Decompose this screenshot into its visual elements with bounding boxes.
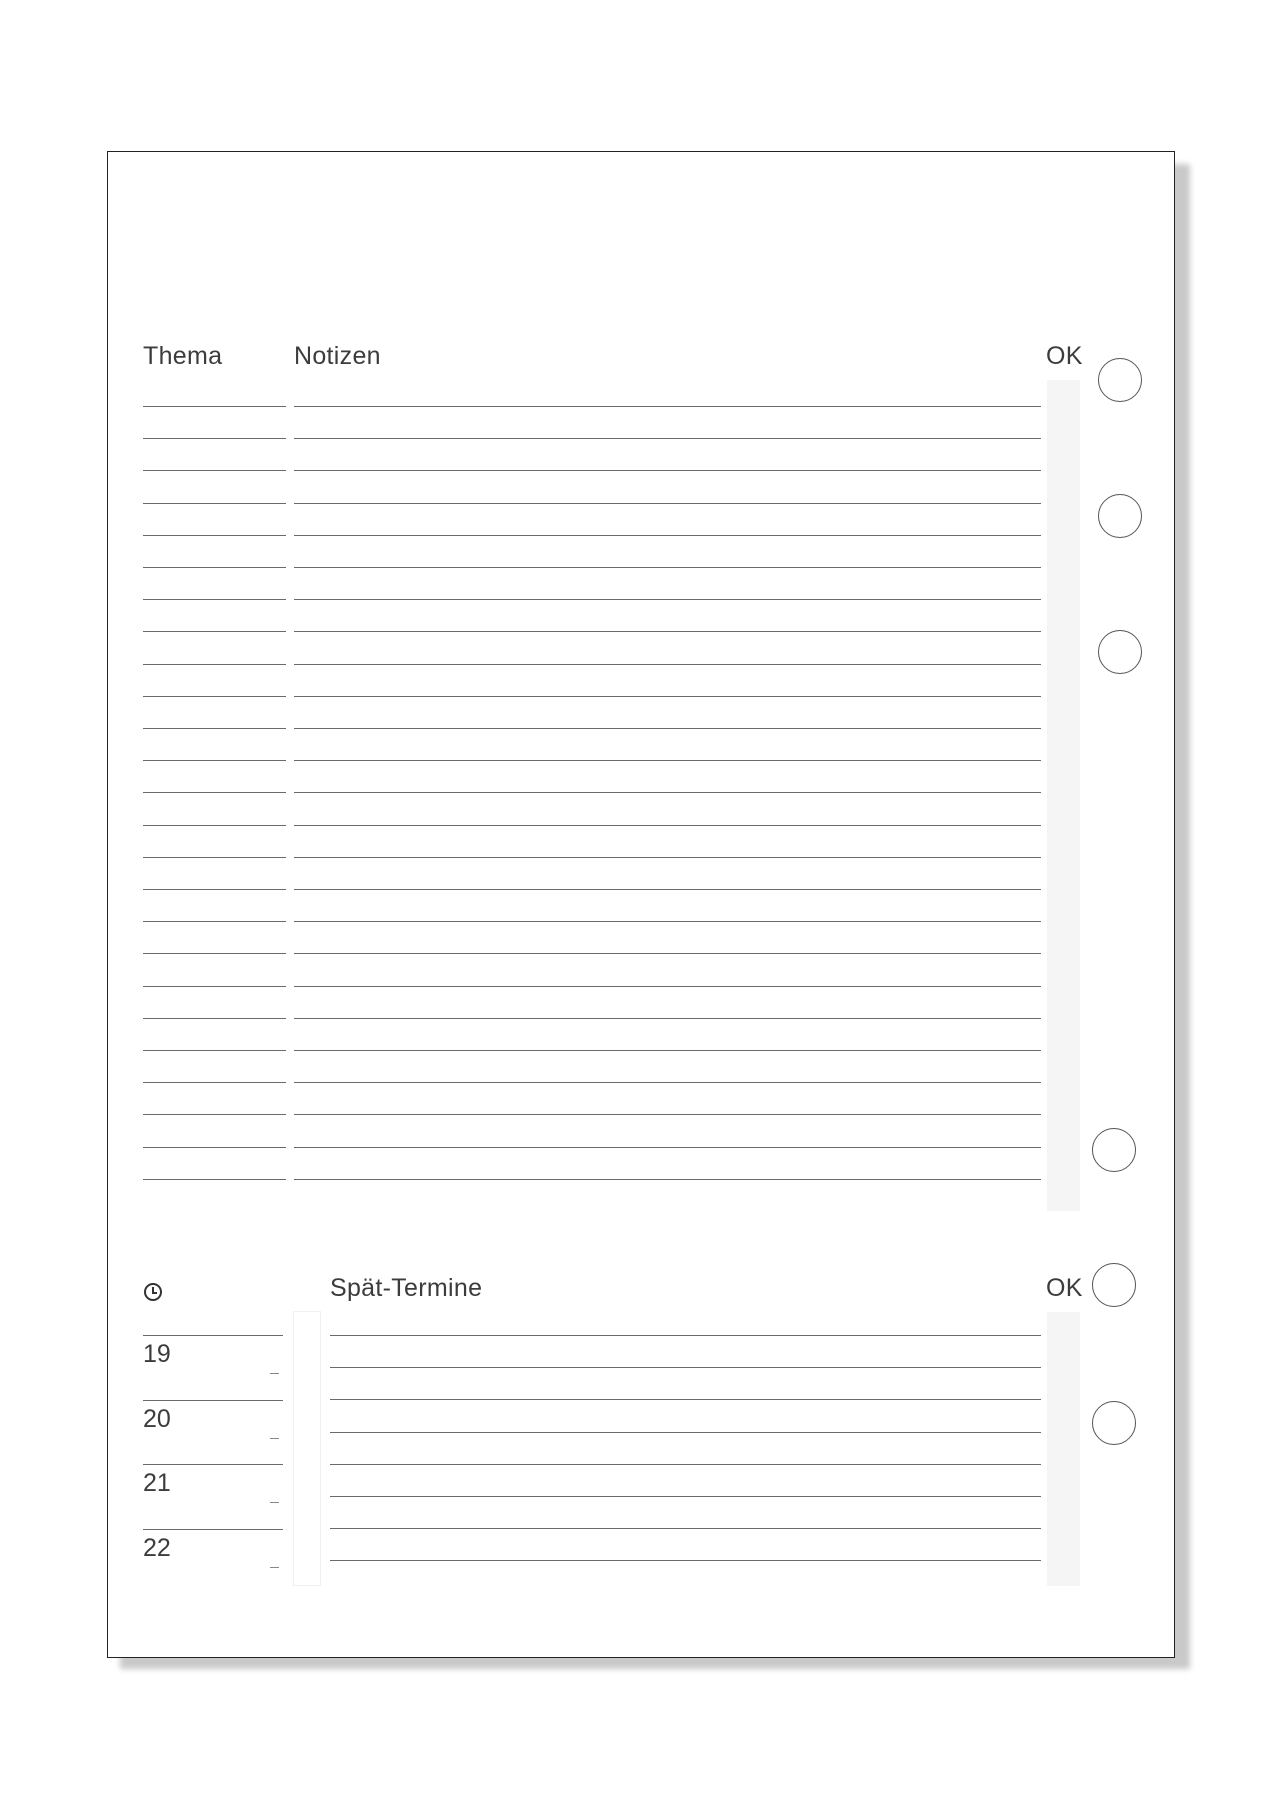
late-appointment-line bbox=[330, 1367, 1041, 1368]
punch-hole-icon bbox=[1098, 358, 1142, 402]
notes-line bbox=[294, 631, 1041, 632]
notes-line bbox=[294, 1179, 1041, 1180]
topic-line bbox=[143, 599, 286, 600]
late-appointments-header: Spät-Termine bbox=[330, 1274, 483, 1302]
notes-line bbox=[294, 567, 1041, 568]
notes-line bbox=[294, 696, 1041, 697]
notes-line bbox=[294, 728, 1041, 729]
notes-line bbox=[294, 1018, 1041, 1019]
notes-line bbox=[294, 986, 1041, 987]
topic-header: Thema bbox=[143, 342, 223, 370]
notes-line bbox=[294, 889, 1041, 890]
half-hour-tick bbox=[270, 1567, 279, 1568]
topic-line bbox=[143, 535, 286, 536]
late-ok-column bbox=[1047, 1312, 1080, 1586]
notes-line bbox=[294, 792, 1041, 793]
late-appointment-line bbox=[330, 1464, 1041, 1465]
topic-line bbox=[143, 503, 286, 504]
late-appointment-line bbox=[330, 1496, 1041, 1497]
topic-line bbox=[143, 728, 286, 729]
hour-label: 21 bbox=[143, 1469, 171, 1497]
half-hour-tick bbox=[270, 1438, 279, 1439]
notes-ok-column bbox=[1047, 380, 1080, 1211]
clock-icon bbox=[144, 1283, 162, 1301]
hour-label: 22 bbox=[143, 1533, 171, 1562]
half-hour-tick bbox=[270, 1373, 279, 1374]
notes-line bbox=[294, 535, 1041, 536]
late-appointment-line bbox=[330, 1560, 1041, 1561]
topic-line bbox=[143, 1082, 286, 1083]
late-appointment-line bbox=[330, 1432, 1041, 1433]
topic-line bbox=[143, 857, 286, 858]
notes-line bbox=[294, 857, 1041, 858]
topic-line bbox=[143, 825, 286, 826]
late-ok-header: OK bbox=[1046, 1274, 1083, 1302]
notes-line bbox=[294, 438, 1041, 439]
planner-page bbox=[107, 151, 1175, 1658]
topic-line bbox=[143, 567, 286, 568]
punch-hole-icon bbox=[1092, 1128, 1136, 1172]
topic-line bbox=[143, 921, 286, 922]
notes-line bbox=[294, 760, 1041, 761]
topic-line bbox=[143, 953, 286, 954]
topic-line bbox=[143, 438, 286, 439]
notes-line bbox=[294, 1147, 1041, 1148]
late-appointment-line bbox=[330, 1528, 1041, 1529]
hour-line bbox=[143, 1400, 283, 1401]
topic-line bbox=[143, 696, 286, 697]
hour-label: 19 bbox=[143, 1340, 171, 1368]
notes-ok-header: OK bbox=[1046, 342, 1083, 370]
punch-hole-icon bbox=[1092, 1401, 1136, 1445]
hour-line bbox=[143, 1335, 283, 1336]
hour-label: 20 bbox=[143, 1404, 171, 1433]
notes-line bbox=[294, 470, 1041, 471]
notes-line bbox=[294, 1114, 1041, 1115]
time-strip bbox=[293, 1311, 321, 1586]
punch-hole-icon bbox=[1098, 494, 1142, 538]
hour-line bbox=[143, 1529, 283, 1530]
notes-line bbox=[294, 1082, 1041, 1083]
notes-line bbox=[294, 1050, 1041, 1051]
topic-line bbox=[143, 792, 286, 793]
topic-line bbox=[143, 1018, 286, 1019]
notes-line bbox=[294, 825, 1041, 826]
topic-line bbox=[143, 1114, 286, 1115]
notes-line bbox=[294, 921, 1041, 922]
topic-line bbox=[143, 1050, 286, 1051]
punch-hole-icon bbox=[1098, 630, 1142, 674]
notes-line bbox=[294, 503, 1041, 504]
topic-line bbox=[143, 1179, 286, 1180]
topic-line bbox=[143, 889, 286, 890]
notes-line bbox=[294, 599, 1041, 600]
topic-line bbox=[143, 1147, 286, 1148]
punch-hole-icon bbox=[1092, 1263, 1136, 1307]
late-appointment-line bbox=[330, 1399, 1041, 1400]
notes-line bbox=[294, 406, 1041, 407]
notes-header: Notizen bbox=[294, 342, 381, 370]
hour-line bbox=[143, 1464, 283, 1465]
topic-line bbox=[143, 760, 286, 761]
half-hour-tick bbox=[270, 1502, 279, 1503]
notes-line bbox=[294, 664, 1041, 665]
topic-line bbox=[143, 406, 286, 407]
topic-line bbox=[143, 986, 286, 987]
late-appointment-line bbox=[330, 1335, 1041, 1336]
topic-line bbox=[143, 664, 286, 665]
topic-line bbox=[143, 470, 286, 471]
notes-line bbox=[294, 953, 1041, 954]
topic-line bbox=[143, 631, 286, 632]
